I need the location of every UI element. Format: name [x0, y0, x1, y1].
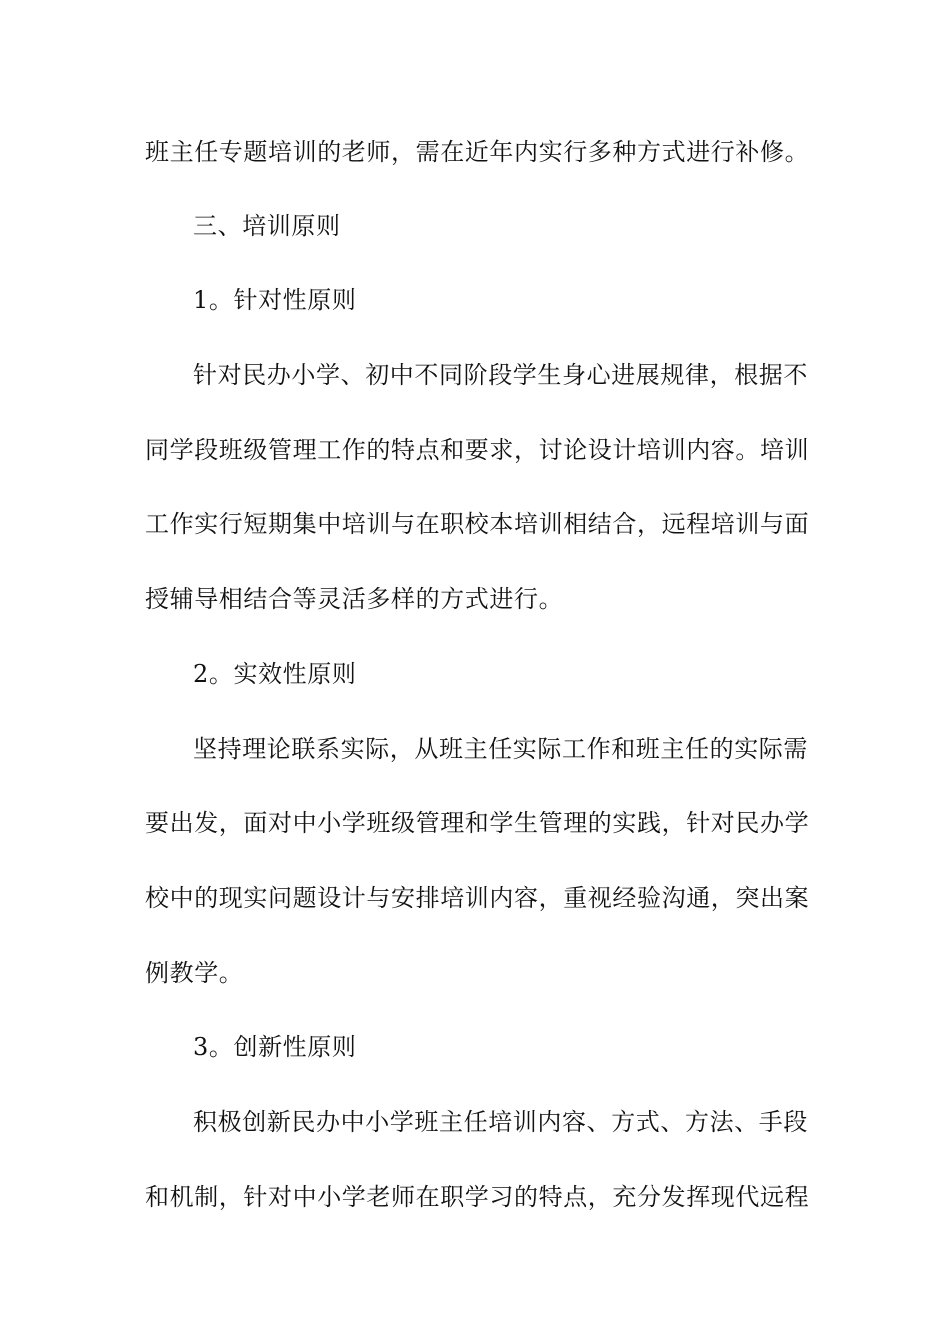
text-line: 工作实行短期集中培训与在职校本培训相结合，远程培训与面 — [145, 510, 810, 538]
subsection-heading: 1。针对性原则 — [193, 286, 357, 314]
text-line: 同学段班级管理工作的特点和要求，讨论设计培训内容。培训 — [145, 436, 810, 464]
text-line: 要出发，面对中小学班级管理和学生管理的实践，针对民办学 — [145, 809, 810, 837]
text-line: 积极创新民办中小学班主任培训内容、方式、方法、手段 — [193, 1108, 808, 1136]
text-line: 校中的现实问题设计与安排培训内容，重视经验沟通，突出案 — [145, 884, 810, 912]
section-heading: 三、培训原则 — [193, 212, 341, 240]
text-line: 班主任专题培训的老师，需在近年内实行多种方式进行补修。 — [145, 138, 810, 166]
text-line: 授辅导相结合等灵活多样的方式进行。 — [145, 585, 564, 613]
text-line: 坚持理论联系实际，从班主任实际工作和班主任的实际需 — [193, 735, 808, 763]
text-line: 针对民办小学、初中不同阶段学生身心进展规律，根据不 — [193, 361, 808, 389]
subsection-heading: 3。创新性原则 — [193, 1033, 357, 1061]
text-line: 和机制，针对中小学老师在职学习的特点，充分发挥现代远程 — [145, 1183, 810, 1211]
subsection-heading: 2。实效性原则 — [193, 660, 357, 688]
text-line: 例教学。 — [145, 959, 244, 987]
